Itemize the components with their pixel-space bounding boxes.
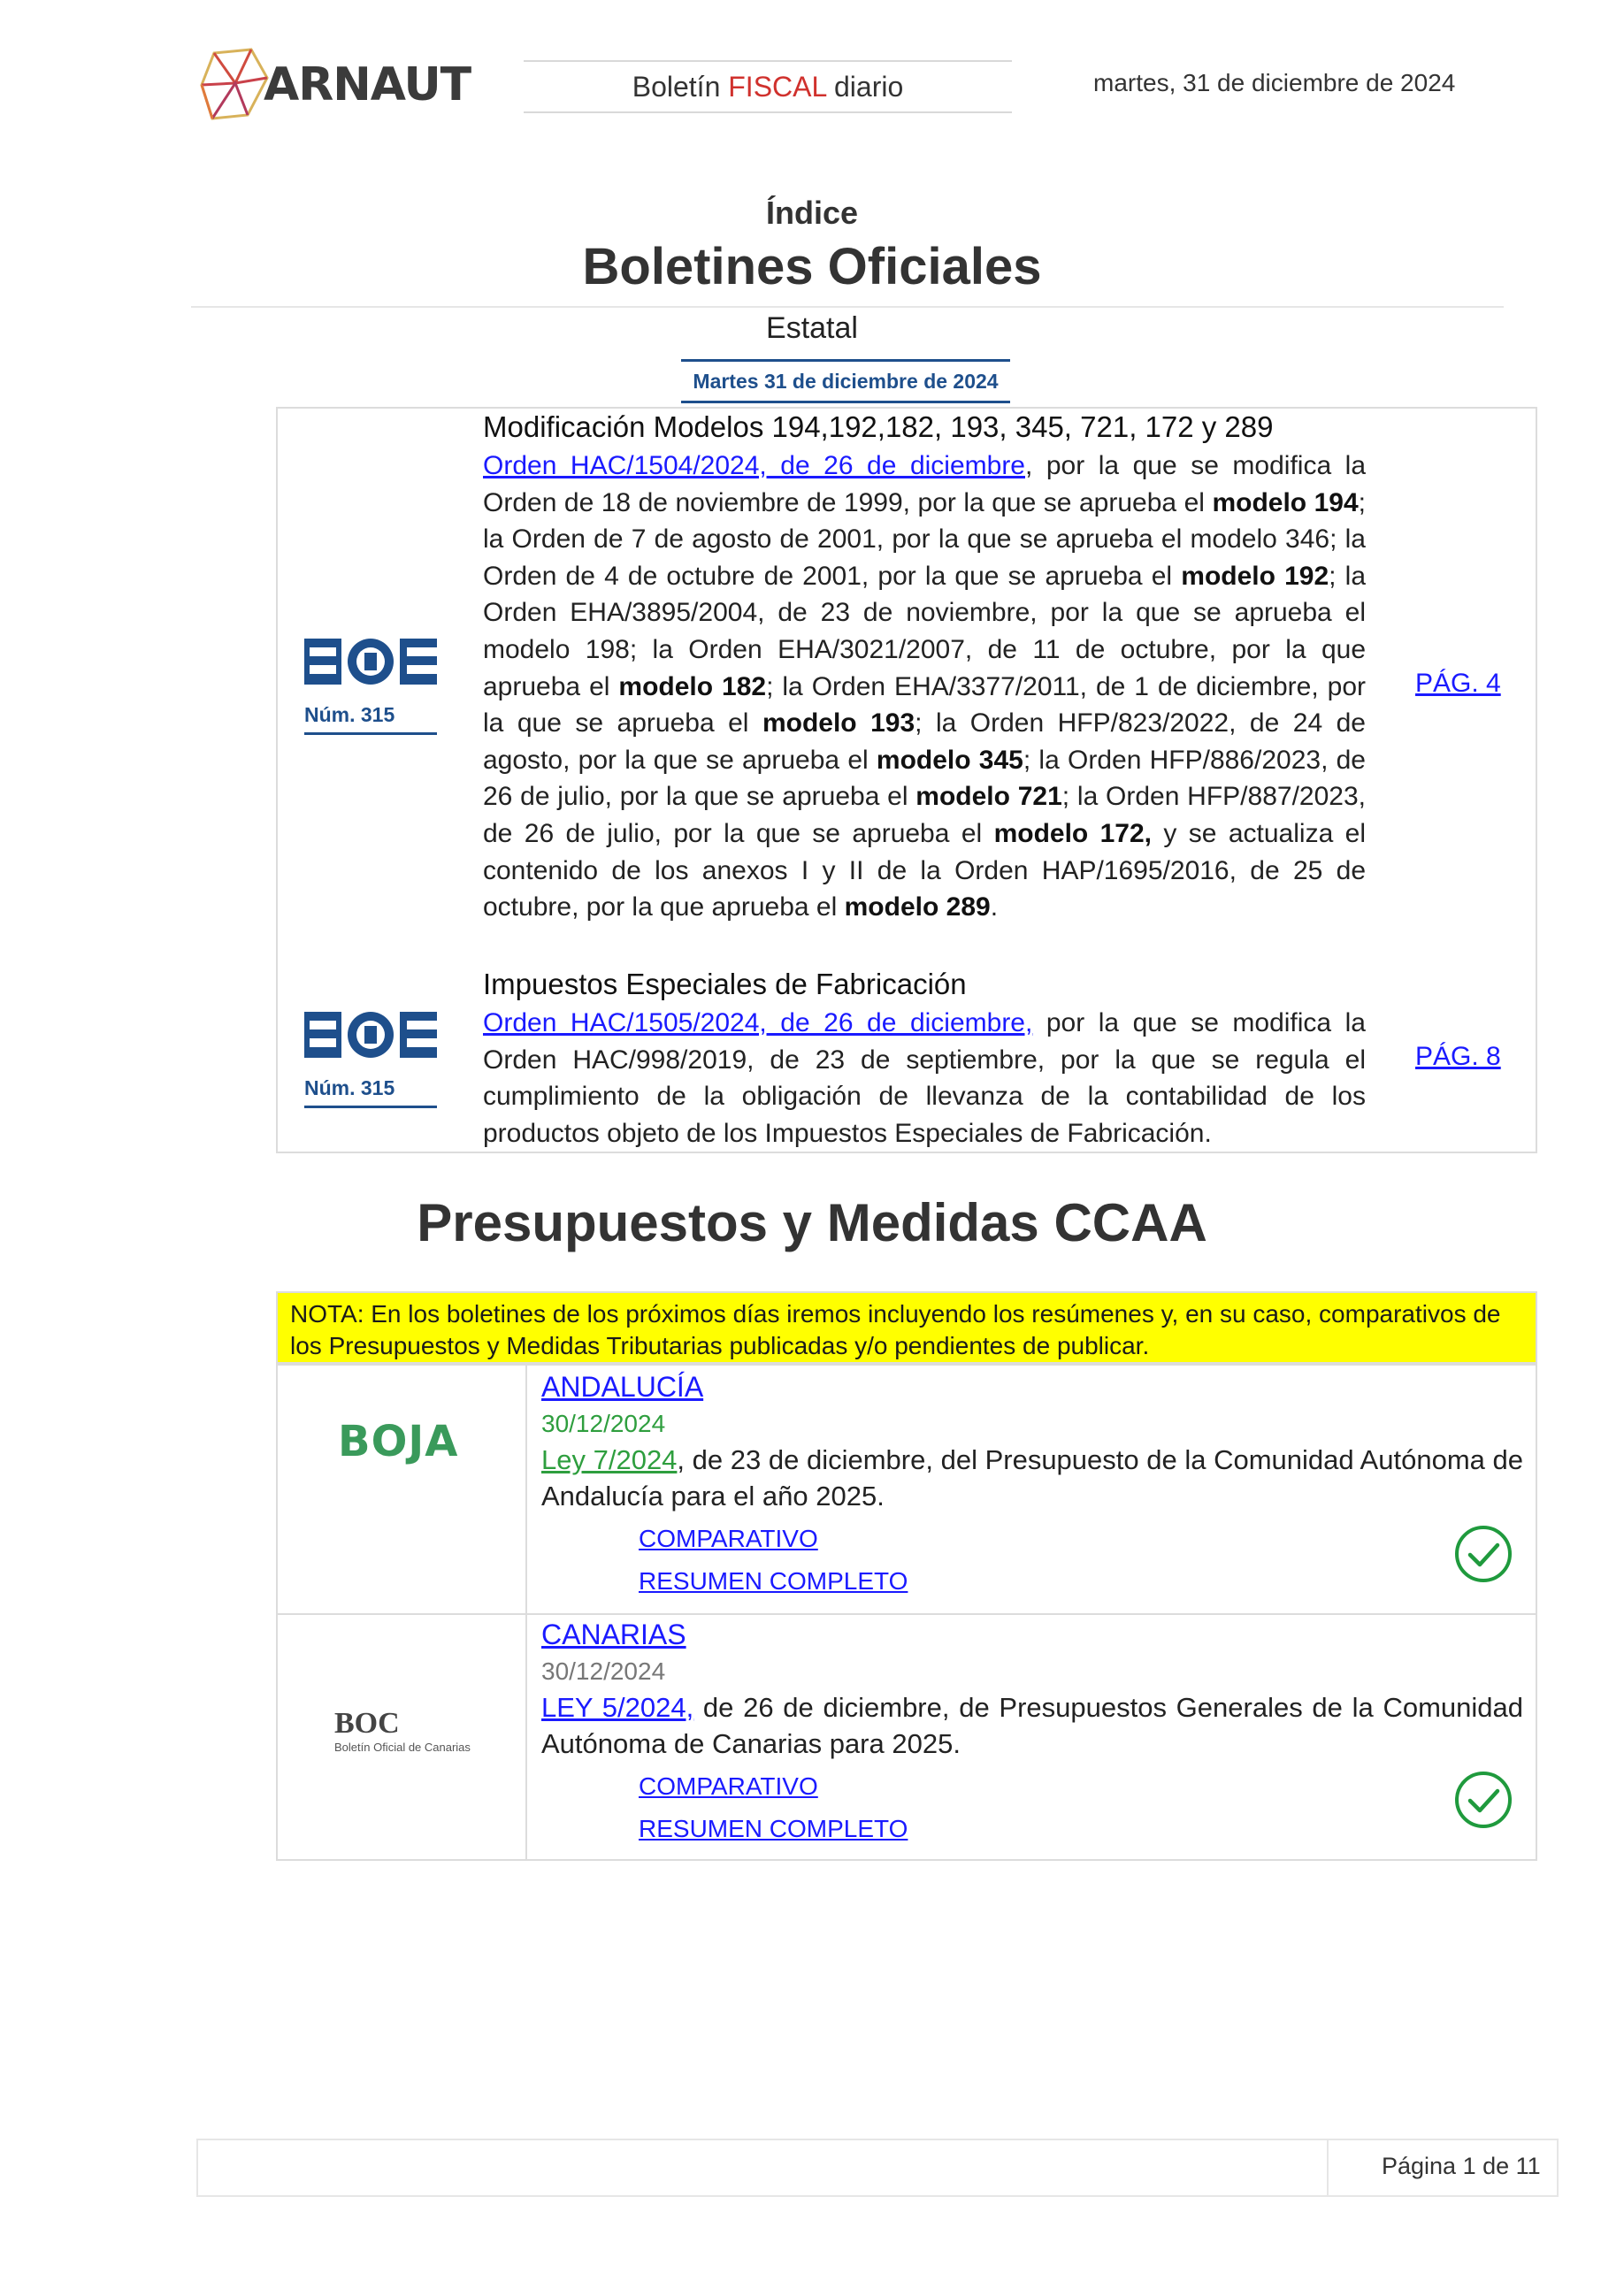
bulletin-accent: FISCAL	[728, 71, 827, 103]
logo-cell	[278, 1615, 527, 1861]
model-ref: modelo 345	[876, 745, 1023, 775]
entry-text: ; la Orden EHA/3377/2011, de 1 de diciembre, por la que se aprueba el	[483, 671, 1366, 739]
entry-body	[483, 1005, 1366, 1152]
law-text: , de 23 de diciembre, del Presupuesto de la Comunidad Autónoma de Andalucía para el año 2025.	[541, 1444, 1523, 1512]
law-description	[541, 1442, 1523, 1514]
boe-logo-block	[304, 637, 437, 735]
boe-logo-icon	[304, 637, 437, 690]
comparativo-link[interactable]: COMPARATIVO	[639, 1772, 818, 1800]
model-ref: modelo 192	[1181, 561, 1329, 591]
resumen-completo-link[interactable]: RESUMEN COMPLETO	[639, 1815, 908, 1842]
title-divider	[191, 306, 1504, 308]
model-ref: modelo 193	[762, 708, 915, 739]
bulletin-suffix: diario	[826, 71, 904, 103]
page-number: Página 1 de 11	[1382, 2153, 1541, 2179]
boc-logo-subtitle: Boletín Oficial de Canarias	[334, 1741, 471, 1754]
entry-text: ; la Orden de 7 de agosto de 2001, por la que se aprueba el modelo 346; la Orden de 4 de octubre de 2001, por la que se aprueba el	[483, 487, 1367, 591]
bulletin-prefix: Boletín	[632, 71, 729, 103]
entry-title: Modificación Modelos 194,192,182, 193, 345, 721, 172 y 289	[483, 410, 1274, 443]
model-ref: modelo 721	[915, 782, 1062, 812]
boc-logo: BOC	[334, 1707, 400, 1740]
entry-text: ; la Orden EHA/3895/2004, de 23 de noviembre, por la que se aprueba el modelo 198; la Orden EHA/3021/2007, de 11 de octubre, por la que aprueba el	[483, 561, 1366, 701]
entry-text: ; la Orden HFP/823/2022, de 24 de agosto, por la que se aprueba el	[483, 708, 1366, 775]
table-row	[278, 1366, 1536, 1613]
entry-text: , por la que se modifica la Orden de 18 de noviembre de 1999, por la que se aprueba el	[483, 451, 1367, 517]
date-badge: Martes 31 de diciembre de 2024	[681, 359, 1010, 403]
law-link[interactable]: LEY 5/2024,	[541, 1692, 694, 1723]
law-link[interactable]: Ley 7/2024	[541, 1444, 678, 1475]
check-icon	[1454, 1771, 1513, 1829]
model-ref: modelo 194	[1212, 487, 1359, 517]
index-label: Índice	[765, 195, 859, 231]
region-link-andalucia[interactable]: ANDALUCÍA	[541, 1371, 704, 1403]
law-description	[541, 1689, 1523, 1762]
bulletin-title	[524, 60, 1012, 113]
order-link[interactable]: Orden HAC/1504/2024, de 26 de diciembre	[483, 451, 1025, 480]
page-link[interactable]: PÁG. 4	[1415, 669, 1501, 698]
resumen-completo-link[interactable]: RESUMEN COMPLETO	[639, 1567, 908, 1595]
boe-number: Núm. 315	[304, 1076, 437, 1108]
entry-text: y se actualiza el contenido de los anexos I y II de la Orden HAP/1695/2016, de 25 de octubre, por la que aprueba el	[483, 818, 1366, 922]
footer-divider	[1327, 2139, 1329, 2197]
model-ref: modelo 172,	[993, 818, 1153, 848]
boja-logo: BOJA	[338, 1417, 459, 1466]
footer-box	[196, 2139, 1559, 2197]
entry-body	[483, 448, 1366, 926]
check-icon	[1454, 1525, 1513, 1583]
boe-logo-icon	[304, 1010, 437, 1063]
note-banner: NOTA: En los boletines de los próximos días iremos incluyendo los resúmenes y, en su caso, comparativos de los Presupuestos y Medidas Tributarias publicadas y/o pendientes de publicar.	[276, 1291, 1537, 1364]
boe-logo-block	[304, 1010, 437, 1108]
entry-text: ; la Orden HFP/887/2023, de 26 de julio, por la que se aprueba el	[483, 782, 1366, 848]
region-link-canarias[interactable]: CANARIAS	[541, 1619, 686, 1650]
model-ref: modelo 182	[618, 671, 767, 701]
entry-text: .	[990, 892, 999, 922]
entry-text: ; la Orden HFP/886/2023, de 26 de julio, por la que se aprueba el	[483, 745, 1366, 812]
section-title: Presupuestos y Medidas CCAA	[417, 1193, 1207, 1252]
comparativo-link[interactable]: COMPARATIVO	[639, 1525, 818, 1552]
header-date: martes, 31 de diciembre de 2024	[1093, 69, 1456, 96]
publication-date: 30/12/2024	[541, 1657, 666, 1685]
law-text: de 26 de diciembre, de Presupuestos Generales de la Comunidad Autónoma de Canarias para 2025.	[541, 1692, 1523, 1759]
scope-label: Estatal	[766, 311, 858, 345]
order-link[interactable]: Orden HAC/1505/2024, de 26 de diciembre,	[483, 1008, 1033, 1037]
logo-cell	[278, 1366, 527, 1613]
ccaa-table	[276, 1364, 1537, 1861]
page-link[interactable]: PÁG. 8	[1415, 1042, 1501, 1071]
page-title: Boletines Oficiales	[582, 238, 1042, 295]
boe-number: Núm. 315	[304, 703, 437, 735]
publication-date: 30/12/2024	[541, 1410, 666, 1437]
brand-name: ARNAUT	[264, 58, 471, 111]
entry-text: por la que se modifica la Orden HAC/998/2019, de 23 de septiembre, por la que se regula el cumplimiento de la obligación de llevanza de la contabilidad de los productos objeto de los Impuestos Especiales de Fabricación.	[483, 1008, 1366, 1148]
entry-title: Impuestos Especiales de Fabricación	[483, 968, 967, 1000]
table-row	[278, 1613, 1536, 1861]
model-ref: modelo 289	[844, 892, 991, 922]
